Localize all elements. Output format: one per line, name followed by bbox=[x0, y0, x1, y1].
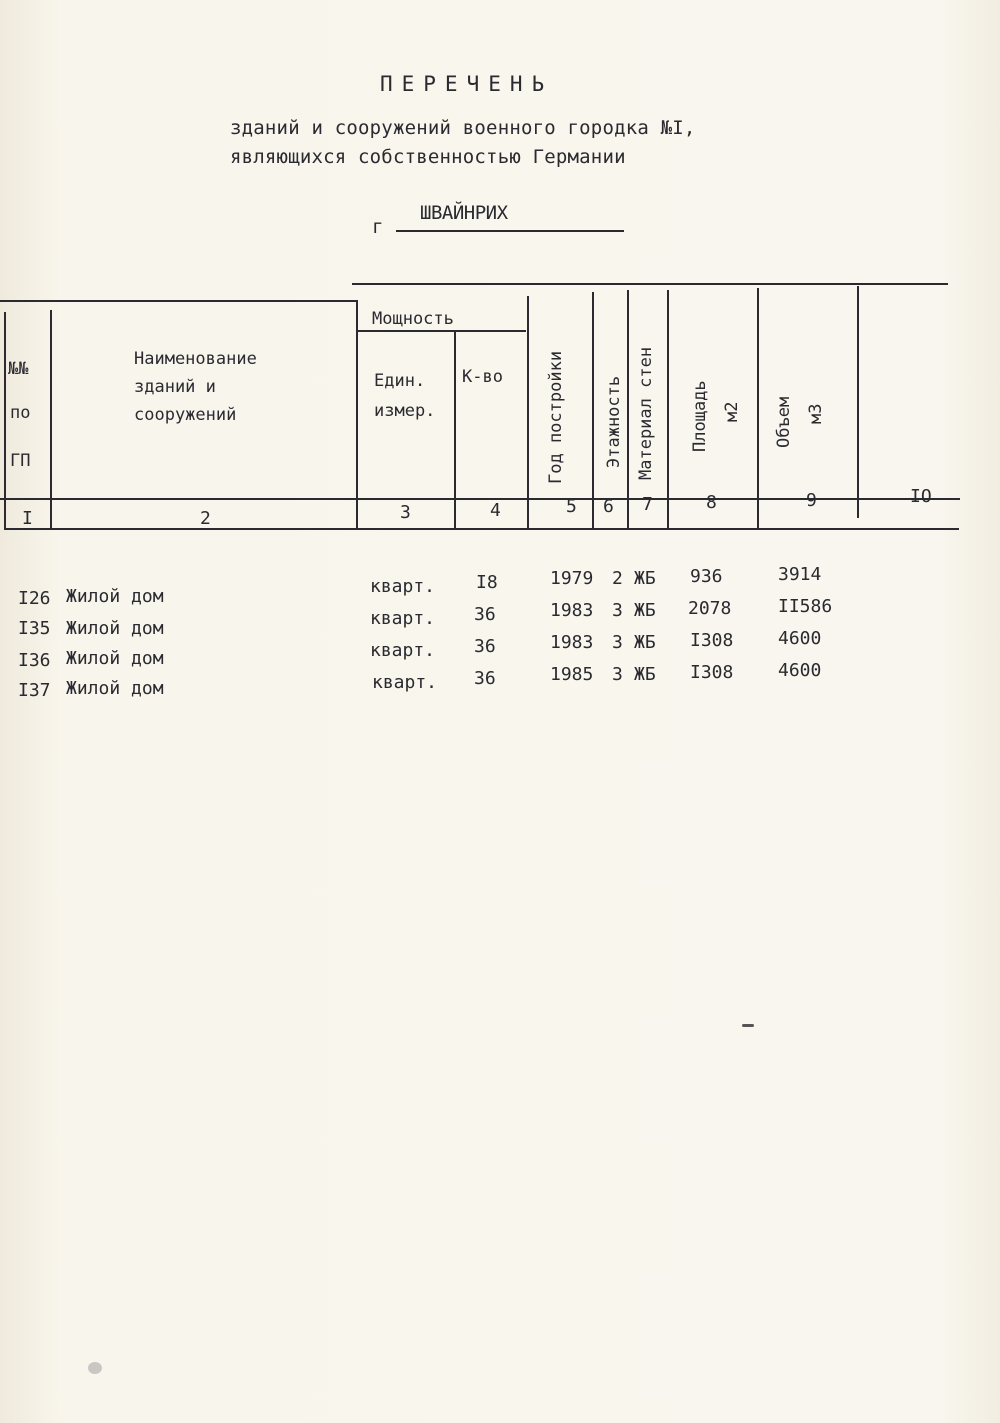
col-floors-header: Этажность bbox=[604, 375, 624, 468]
document-title: ПЕРЕЧЕНЬ bbox=[380, 72, 554, 96]
col-line-5 bbox=[592, 292, 594, 528]
cell-gp: I36 bbox=[18, 650, 51, 671]
col-number-10: IO bbox=[910, 486, 932, 507]
cell-unit: кварт. bbox=[372, 672, 438, 693]
col-line-3 bbox=[454, 332, 456, 530]
cell-qty: I8 bbox=[476, 572, 498, 593]
cell-floors: 3 bbox=[612, 664, 623, 685]
col-area-header-2: м2 bbox=[722, 401, 742, 422]
col-number-7: 7 bbox=[642, 494, 653, 515]
cell-volume: II586 bbox=[778, 596, 833, 617]
col-name-line-1: Наименование bbox=[134, 349, 257, 369]
col-gp-line-2: по bbox=[10, 403, 31, 423]
col-year-header: Год постройки bbox=[546, 350, 566, 484]
cell-name: Жилой дом bbox=[66, 586, 164, 607]
stray-mark bbox=[742, 1024, 754, 1027]
numbers-bottom-rule bbox=[4, 528, 959, 530]
col-line-2 bbox=[356, 300, 358, 530]
city-line bbox=[372, 200, 632, 240]
cell-material: ЖБ bbox=[634, 664, 656, 685]
cell-floors: 3 bbox=[612, 600, 623, 621]
col-unit-line-1: Един. bbox=[374, 371, 426, 391]
cell-year: 1979 bbox=[550, 568, 594, 589]
cell-floors: 2 bbox=[612, 568, 623, 589]
col-line-4 bbox=[527, 296, 529, 530]
col-line-6 bbox=[627, 290, 629, 528]
cell-qty: 36 bbox=[474, 668, 496, 689]
cell-gp: I37 bbox=[18, 680, 51, 701]
col-volume-header-2: м3 bbox=[806, 403, 826, 424]
col-gp-line-1: №№ bbox=[8, 359, 29, 379]
cell-name: Жилой дом bbox=[66, 648, 164, 669]
cell-gp: I35 bbox=[18, 618, 51, 639]
cell-area: I308 bbox=[690, 662, 734, 683]
col-area-header-1: Площадь bbox=[690, 380, 710, 452]
cell-year: 1983 bbox=[550, 632, 594, 653]
col-number-3: 3 bbox=[400, 502, 411, 523]
cell-material: ЖБ bbox=[634, 600, 656, 621]
top-rule-left bbox=[0, 300, 358, 302]
cell-volume: 4600 bbox=[778, 628, 822, 649]
subtitle-line-2: являющихся собственностью Германии bbox=[230, 146, 626, 168]
city-underline bbox=[396, 230, 624, 232]
col-number-6: 6 bbox=[603, 496, 614, 517]
cell-material: ЖБ bbox=[634, 568, 656, 589]
city-name: ШВАЙНРИХ bbox=[420, 202, 508, 224]
col-number-9: 9 bbox=[806, 490, 817, 511]
cell-gp: I26 bbox=[18, 588, 51, 609]
cell-unit: кварт. bbox=[370, 576, 436, 597]
col-qty-header: К-во bbox=[462, 367, 503, 387]
top-rule-right bbox=[352, 283, 948, 285]
subtitle-line-1: зданий и сооружений военного городка №I, bbox=[230, 117, 696, 139]
col-number-5: 5 bbox=[566, 496, 577, 517]
col-line-8 bbox=[757, 288, 759, 528]
stray-mark bbox=[88, 1362, 102, 1374]
col-gp-line-3: ГП bbox=[10, 451, 31, 471]
cell-area: 936 bbox=[690, 566, 723, 587]
col-line-1 bbox=[50, 310, 52, 530]
col-number-1: I bbox=[22, 508, 33, 529]
col-power-header: Мощность bbox=[372, 309, 454, 329]
col-line-7 bbox=[667, 290, 669, 528]
cell-area: 2078 bbox=[688, 598, 732, 619]
col-material-header: Материал стен bbox=[636, 346, 656, 480]
cell-material: ЖБ bbox=[634, 632, 656, 653]
cell-area: I308 bbox=[690, 630, 734, 651]
col-name-line-2: зданий и bbox=[134, 377, 216, 397]
cell-qty: 36 bbox=[474, 604, 496, 625]
cell-name: Жилой дом bbox=[66, 678, 164, 699]
col-number-8: 8 bbox=[706, 492, 717, 513]
cell-volume: 4600 bbox=[778, 660, 822, 681]
col-line-0 bbox=[4, 312, 6, 528]
col-volume-header-1: Объем bbox=[774, 396, 794, 448]
cell-year: 1985 bbox=[550, 664, 594, 685]
col-number-2: 2 bbox=[200, 508, 211, 529]
cell-unit: кварт. bbox=[370, 640, 436, 661]
cell-name: Жилой дом bbox=[66, 618, 164, 639]
col-number-4: 4 bbox=[490, 500, 501, 521]
cell-floors: 3 bbox=[612, 632, 623, 653]
cell-qty: 36 bbox=[474, 636, 496, 657]
city-prefix: г bbox=[372, 216, 384, 238]
col-name-line-3: сооружений bbox=[134, 405, 237, 425]
cell-year: 1983 bbox=[550, 600, 594, 621]
cell-volume: 3914 bbox=[778, 564, 822, 585]
cell-unit: кварт. bbox=[370, 608, 436, 629]
col-unit-line-2: измер. bbox=[374, 401, 436, 421]
col-line-9 bbox=[857, 286, 859, 518]
